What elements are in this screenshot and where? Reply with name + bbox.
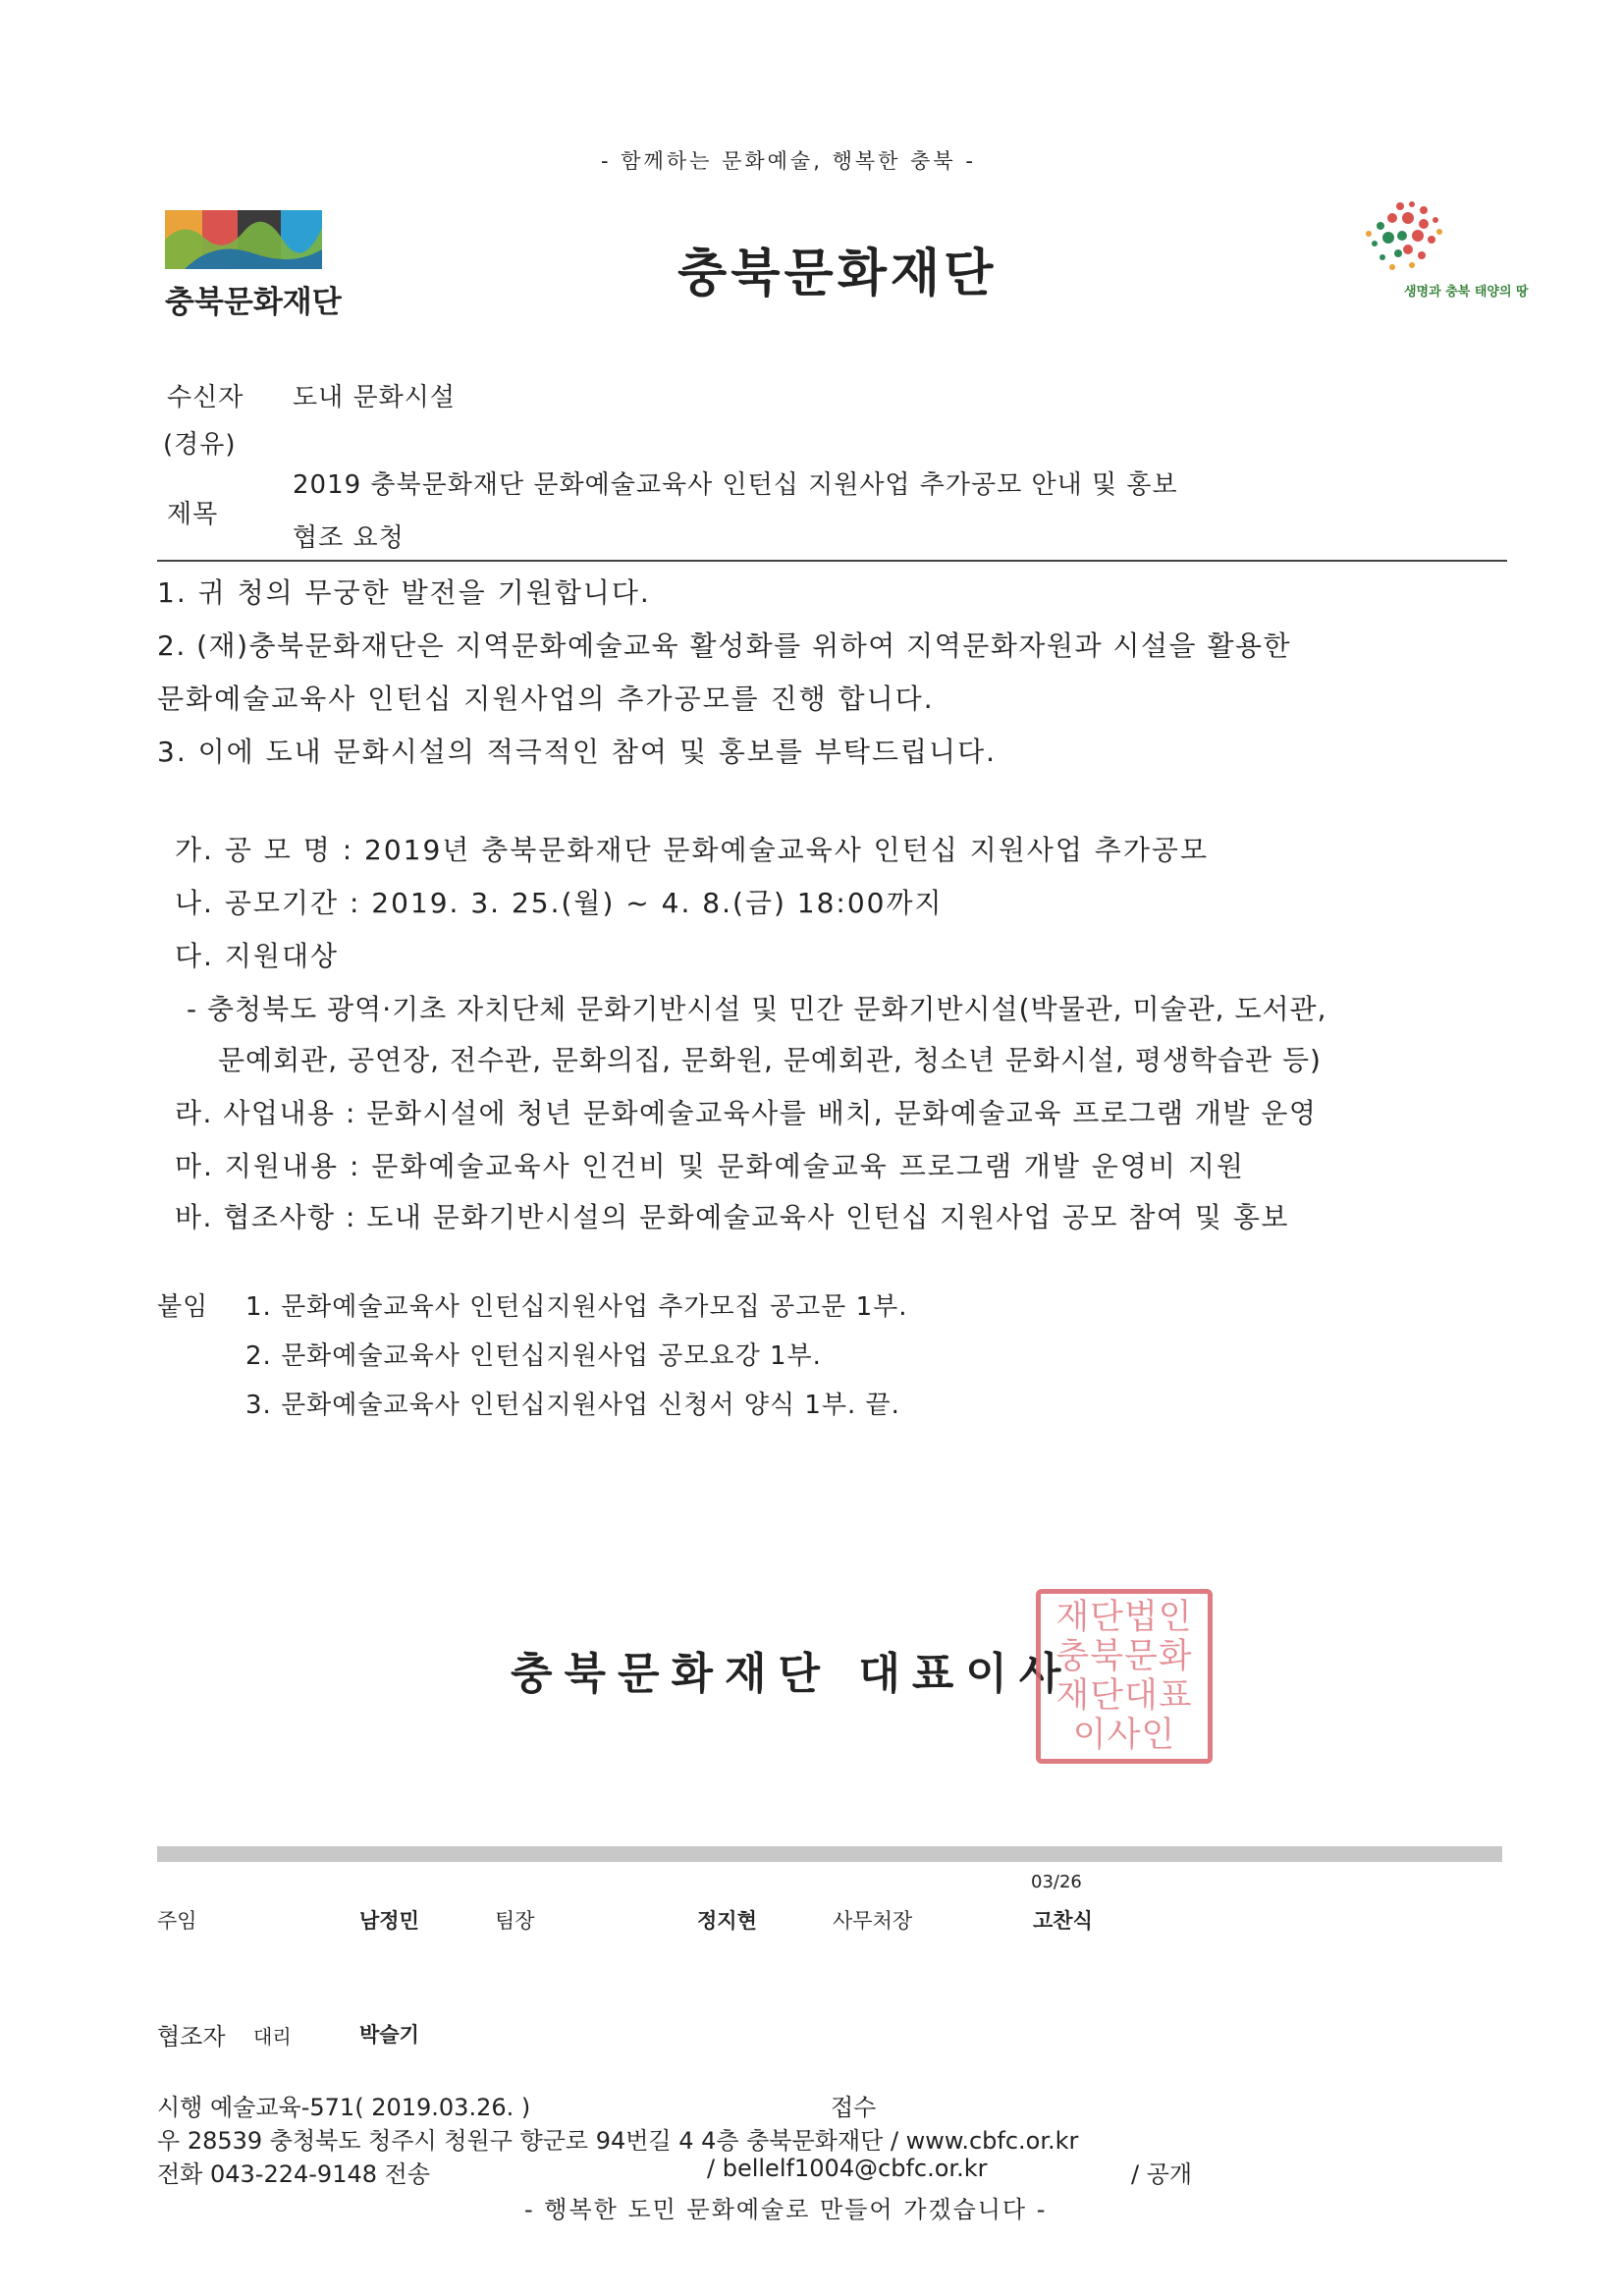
approval-name-3: 고찬식: [1033, 1909, 1093, 1933]
address-line: 우 28539 충청북도 청주시 청원구 향군로 94번길 4 4층 충북문화재단 / www.cbfc.or.kr: [157, 2127, 1079, 2155]
phone-line: 전화 043-224-9148 전송: [157, 2160, 431, 2188]
recipient-label: 수신자: [167, 383, 244, 412]
paragraph-1: 1. 귀 청의 무궁한 발전을 기원합니다.: [157, 576, 651, 609]
cooperator-role: 대리: [253, 2025, 292, 2049]
closing-slogan: - 행복한 도민 문화예술로 만들어 가겠습니다 -: [524, 2196, 1048, 2223]
sender-signature: 충북문화재단 대표이사: [511, 1649, 1073, 1699]
item-ra: 라. 사업내용 : 문화시설에 청년 문화예술교육사를 배치, 문화예술교육 프로그램 개발 운영: [175, 1097, 1318, 1129]
subject-line-1: 2019 충북문화재단 문화예술교육사 인턴십 지원사업 추가공모 안내 및 홍보: [293, 470, 1178, 500]
approval-role-2: 팀장: [495, 1909, 535, 1933]
official-seal: [1036, 1589, 1213, 1764]
item-da-sub-1: - 충청북도 광역·기초 자치단체 문화기반시설 및 민간 문화기반시설(박물관, 미술관, 도서관,: [187, 993, 1327, 1025]
item-da-sub-2: 문예회관, 공연장, 전수관, 문화의집, 문화원, 문예회관, 청소년 문화시설, 평생학습관 등): [218, 1044, 1322, 1076]
recipient-value: 도내 문화시설: [293, 383, 456, 412]
approval-role-3: 사무처장: [833, 1909, 913, 1933]
paragraph-2-line-1: 2. (재)충북문화재단은 지역문화예술교육 활성화를 위하여 지역문화자원과 시설을 활용한: [157, 629, 1292, 662]
seal-line: 재단대표: [1055, 1676, 1193, 1716]
approval-divider: [157, 1846, 1502, 1862]
logo-text: 충북문화재단: [165, 285, 342, 320]
approval-name-2: 정지현: [697, 1909, 757, 1933]
cooperator-label: 협조자: [157, 2023, 226, 2050]
page-title: 충북문화재단: [677, 245, 998, 303]
enforcement-number: 시행 예술교육-571( 2019.03.26. ): [157, 2094, 531, 2121]
attachments-label: 붙임: [157, 1292, 209, 1322]
item-da: 다. 지원대상: [175, 940, 340, 972]
item-ga: 가. 공 모 명 : 2019년 충북문화재단 문화예술교육사 인턴십 지원사업 추가공모: [175, 834, 1209, 866]
approval-name-1: 남정민: [359, 1909, 419, 1933]
via-label: (경유): [163, 430, 237, 460]
email-link[interactable]: / bellelf1004@cbfc.or.kr: [707, 2155, 988, 2182]
approval-date: 03/26: [1031, 1872, 1082, 1892]
receipt-label: 접수: [831, 2094, 877, 2121]
attachment-2: 2. 문화예술교육사 인턴십지원사업 공모요강 1부.: [245, 1341, 822, 1371]
paragraph-2-line-2: 문화예술교육사 인턴십 지원사업의 추가공모를 진행 합니다.: [157, 683, 935, 715]
subject-line-2: 협조 요청: [293, 523, 405, 553]
header-divider: [157, 560, 1507, 562]
public-status: / 공개: [1131, 2160, 1193, 2188]
seal-line: 이사인: [1072, 1716, 1176, 1755]
item-na: 나. 공모기간 : 2019. 3. 25.(월) ~ 4. 8.(금) 18:00까지: [175, 887, 944, 919]
item-ma: 마. 지원내용 : 문화예술교육사 인건비 및 문화예술교육 프로그램 개발 운영비 지원: [175, 1150, 1245, 1182]
cooperator-name: 박슬기: [359, 2023, 419, 2047]
slogan: - 함께하는 문화예술, 행복한 충북 -: [601, 149, 976, 173]
subject-label: 제목: [167, 500, 219, 529]
chungbuk-emblem-icon: [1353, 196, 1529, 329]
attachment-1: 1. 문화예술교육사 인턴십지원사업 추가모집 공고문 1부.: [245, 1292, 908, 1322]
seal-line: 충북문화: [1055, 1637, 1193, 1676]
paragraph-3: 3. 이에 도내 문화시설의 적극적인 참여 및 홍보를 부탁드립니다.: [157, 736, 998, 768]
foundation-logo-icon: [165, 210, 322, 269]
attachment-3: 3. 문화예술교육사 인턴십지원사업 신청서 양식 1부. 끝.: [245, 1391, 900, 1420]
approval-role-1: 주임: [157, 1909, 197, 1933]
item-ba: 바. 협조사항 : 도내 문화기반시설의 문화예술교육사 인턴십 지원사업 공모 참여 및 홍보: [175, 1201, 1289, 1233]
seal-line: 재단법인: [1055, 1598, 1193, 1637]
emblem-text: 생명과 충북 태양의 땅: [1404, 285, 1529, 300]
